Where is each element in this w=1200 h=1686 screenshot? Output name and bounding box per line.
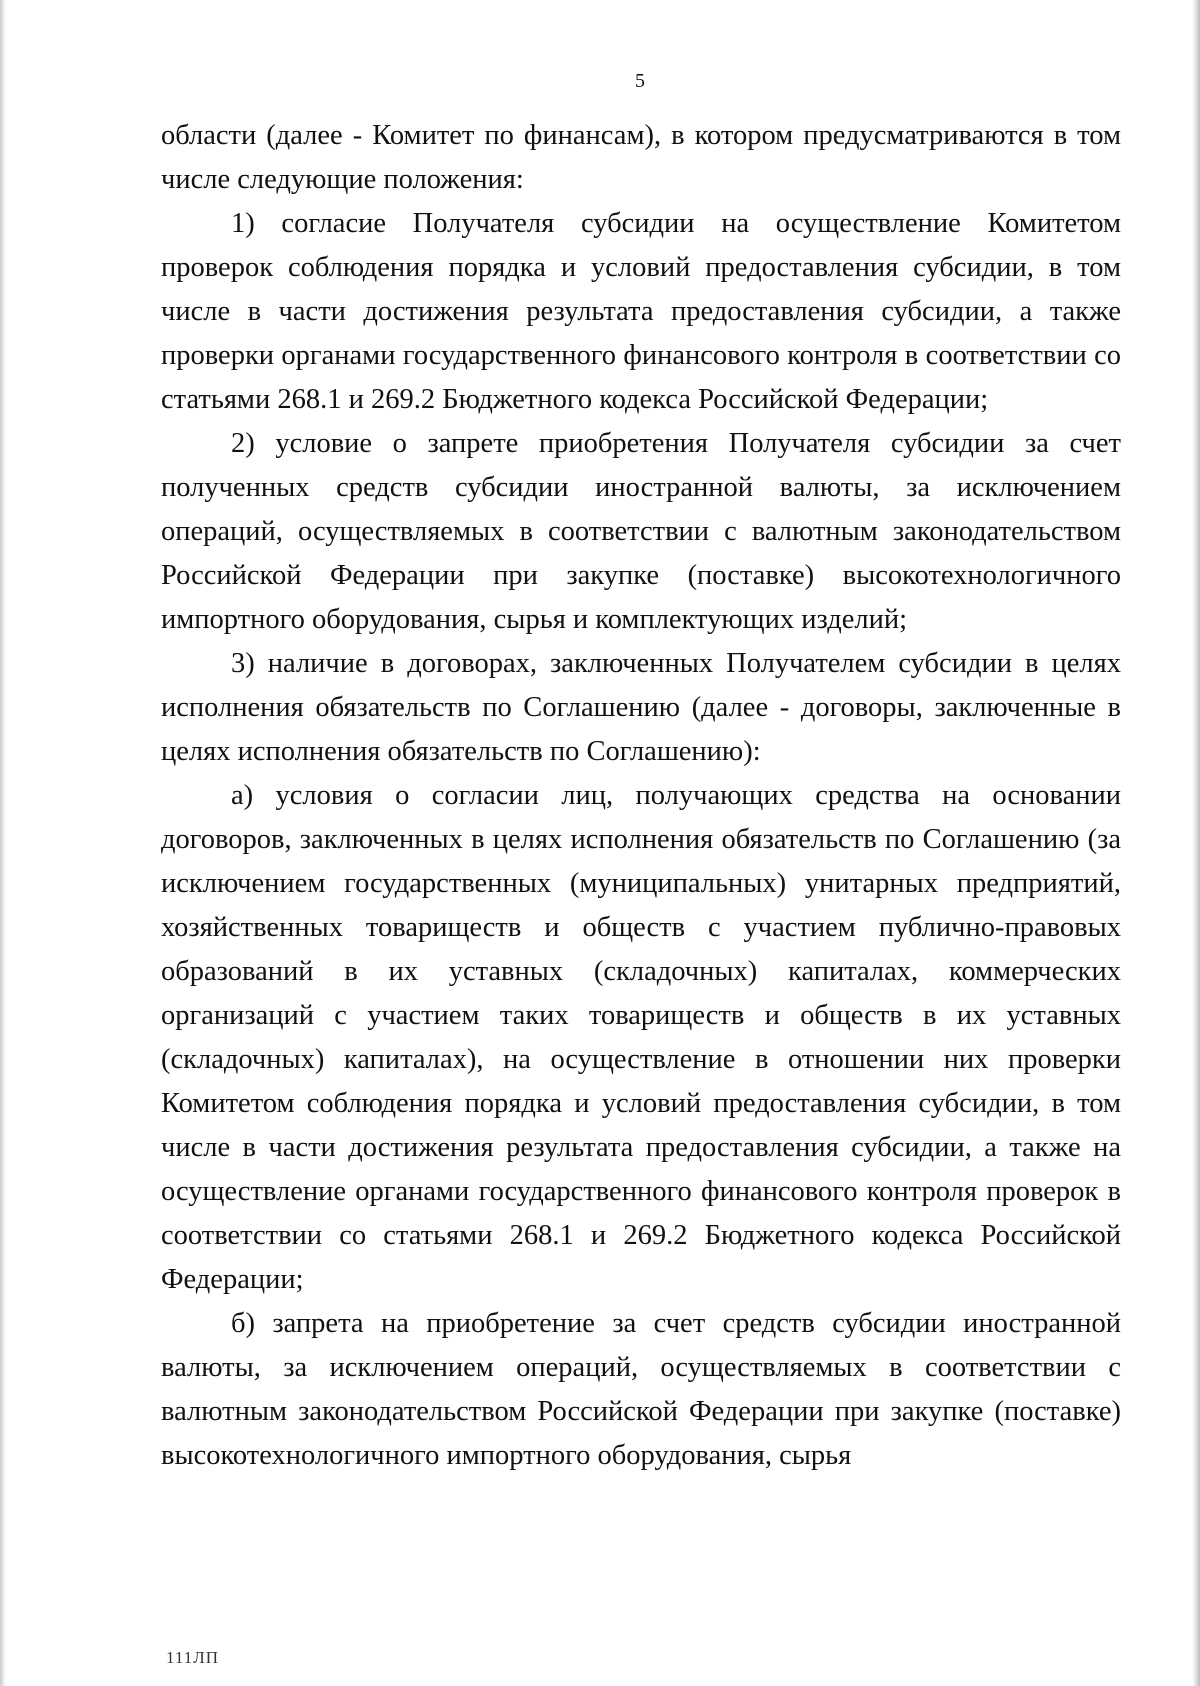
- footer-document-code: 111ЛП: [166, 1648, 220, 1667]
- paragraph-item-2: 2) условие о запрете приобретения Получателя субсидии за счет полученных средств субсидии иностранной валюты, за исключением операций, осуществляемых в соответствии с валютным законодательством Российской Федерации при закупке (поставке) высокотехнологичного импортного оборудования, сырья и комплектующих изделий;: [161, 428, 1121, 635]
- paragraph-item-3: 3) наличие в договорах, заключенных Получателем субсидии в целях исполнения обязательств по Соглашению (далее - договоры, заключенные в целях исполнения обязательств по Соглашению):: [161, 648, 1121, 767]
- paragraph-continuation: области (далее - Комитет по финансам), в котором предусматриваются в том числе следующие положения:: [161, 120, 1121, 195]
- paragraph-subitem-b: б) запрета на приобретение за счет средств субсидии иностранной валюты, за исключением операций, осуществляемых в соответствии с валютным законодательством Российской Федерации при закупке (поставке) высокотехнологичного импортного оборудования, сырья: [161, 1308, 1121, 1471]
- scan-edge-right: [1192, 0, 1200, 1686]
- document-body: [161, 114, 1121, 1478]
- page-number: 5: [635, 70, 645, 92]
- paragraph-subitem-a: а) условия о согласии лиц, получающих средства на основании договоров, заключенных в целях исполнения обязательств по Соглашению (за исключением государственных (муниципальных) унитарных предприятий, хозяйственных товариществ и обществ с участием публично-правовых образований в их уставных (складочных) капиталах, коммерческих организаций с участием таких товариществ и обществ в их уставных (складочных) капиталах), на осуществление в отношении них проверки Комитетом соблюдения порядка и условий предоставления субсидии, в том числе в части достижения результата предоставления субсидии, а также на осуществление органами государственного финансового контроля проверок в соответствии со статьями 268.1 и 269.2 Бюджетного кодекса Российской Федерации;: [161, 780, 1121, 1295]
- paragraph-item-1: 1) согласие Получателя субсидии на осуществление Комитетом проверок соблюдения порядка и условий предоставления субсидии, в том числе в части достижения результата предоставления субсидии, а также проверки органами государственного финансового контроля в соответствии со статьями 268.1 и 269.2 Бюджетного кодекса Российской Федерации;: [161, 208, 1121, 415]
- scan-edge-left: [0, 0, 6, 1686]
